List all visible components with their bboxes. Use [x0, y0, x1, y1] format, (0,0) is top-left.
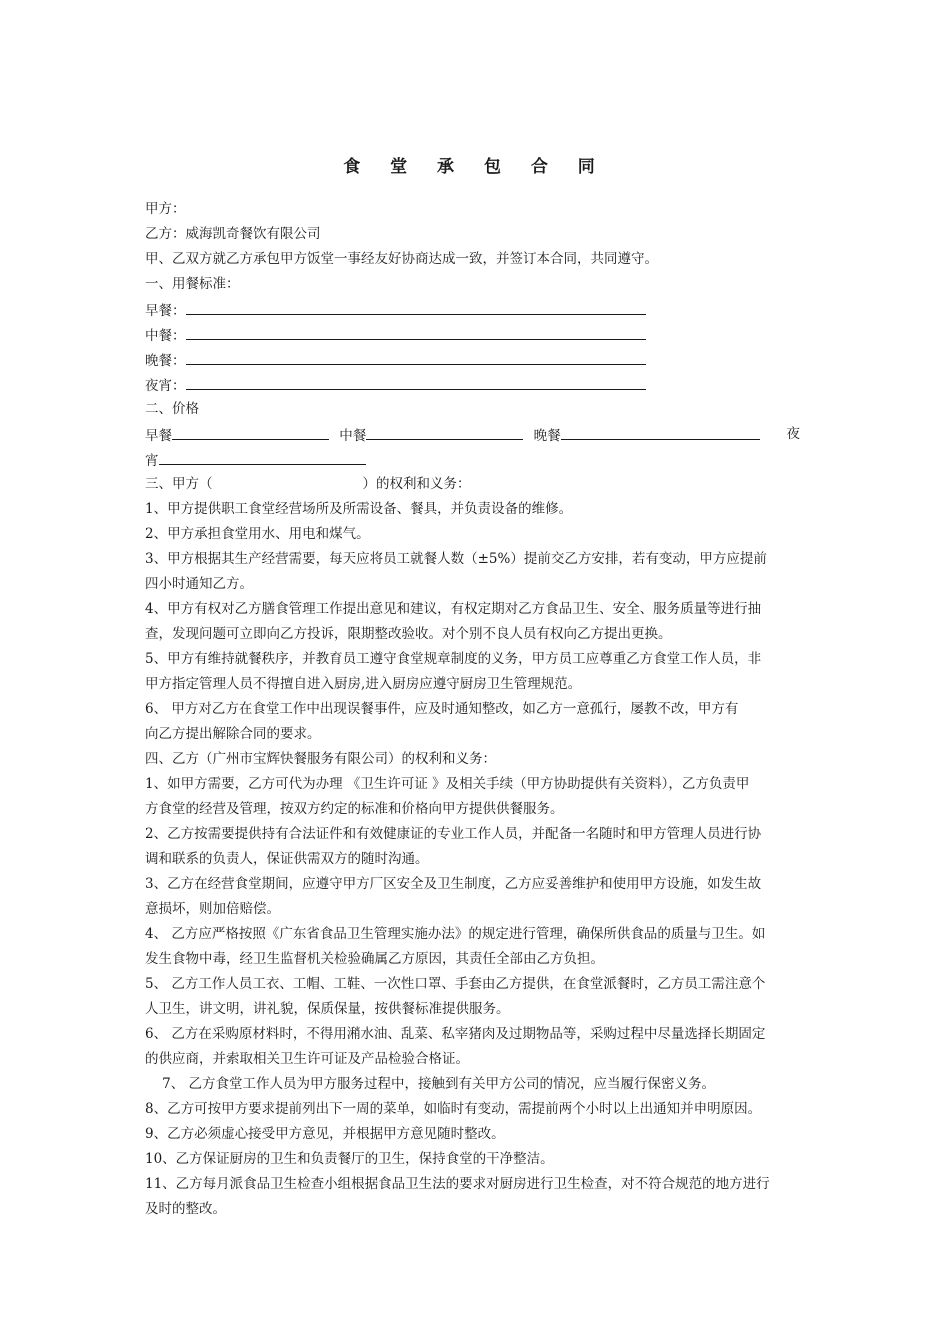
section-3-line: 6、 甲方对乙方在食堂工作中出现误餐事件，应及时通知整改，如乙方一意孤行，屡教不改，甲方有	[145, 701, 739, 717]
section-4-line: 意损坏，则加倍赔偿。	[145, 901, 280, 917]
price-supper-blank	[159, 450, 366, 465]
section-4-line: 9、乙方必须虚心接受甲方意见，并根据甲方意见随时整改。	[145, 1126, 505, 1142]
dinner-standard-field	[145, 350, 646, 370]
section-3-line: 3、甲方根据其生产经营需要，每天应将员工就餐人数（±5%）提前交乙方安排，若有变动，甲方应提前	[145, 551, 767, 567]
breakfast-label: 早餐：	[145, 303, 186, 319]
price-supper-row	[145, 450, 366, 470]
supper-label: 夜宵：	[145, 378, 186, 394]
party-b-line: 乙方：威海凯奇餐饮有限公司	[145, 226, 321, 242]
dinner-label: 晚餐：	[145, 353, 186, 369]
document-title: 食 堂 承 包 合 同	[343, 157, 607, 177]
section-2-heading: 二、价格	[145, 401, 199, 417]
section-4-line: 2、乙方按需要提供持有合法证件和有效健康证的专业工作人员，并配备一名随时和甲方管理人员进行协	[145, 826, 762, 842]
section-4-line: 4、 乙方应严格按照《广东省食品卫生管理实施办法》的规定进行管理，确保所供食品的质量与卫生。如	[145, 926, 766, 942]
price-breakfast-label: 早餐	[145, 428, 172, 444]
section-3-line: 2、甲方承担食堂用水、用电和煤气。	[145, 526, 370, 542]
section-4-line: 方食堂的经营及管理，按双方约定的标准和价格向甲方提供供餐服务。	[145, 801, 564, 817]
party-a-line: 甲方：	[145, 201, 186, 217]
section-4-line: 的供应商，并索取相关卫生许可证及产品检验合格证。	[145, 1051, 469, 1067]
supper-blank	[186, 375, 646, 390]
section-4-line: 6、 乙方在采购原材料时，不得用潲水油、乱菜、私宰猪肉及过期物品等，采购过程中尽量选择长期固定	[145, 1026, 766, 1042]
supper-standard-field	[145, 375, 646, 395]
section-4-line: 5、 乙方工作人员工衣、工帽、工鞋、一次性口罩、手套由乙方提供，在食堂派餐时，乙方员工需注意个	[145, 976, 766, 992]
section-3-line: 向乙方提出解除合同的要求。	[145, 726, 321, 742]
section-1-heading: 一、用餐标准：	[145, 276, 240, 292]
price-breakfast-blank	[172, 425, 329, 440]
section-4-line: 发生食物中毒，经卫生监督机关检验确属乙方原因，其责任全部由乙方负担。	[145, 951, 604, 967]
section-3-heading-left: 三、甲方（	[145, 476, 213, 492]
section-3-heading-right: ）的权利和义务：	[362, 476, 471, 492]
lunch-blank	[186, 325, 646, 340]
section-4-line: 人卫生，讲文明，讲礼貌，保质保量，按供餐标准提供服务。	[145, 1001, 510, 1017]
section-4-line: 7、 乙方食堂工作人员为甲方服务过程中，接触到有关甲方公司的情况，应当履行保密义务。	[145, 1076, 716, 1092]
section-3-heading	[145, 475, 471, 493]
section-4-line: 11、乙方每月派食品卫生检查小组根据食品卫生法的要求对厨房进行卫生检查，对不符合规范的地方进行	[145, 1176, 770, 1192]
section-3-line: 5、甲方有维持就餐秩序，并教育员工遵守食堂规章制度的义务，甲方员工应尊重乙方食堂工作人员，非	[145, 651, 762, 667]
section-3-line: 1、甲方提供职工食堂经营场所及所需设备、餐具，并负责设备的维修。	[145, 501, 573, 517]
breakfast-standard-field	[145, 300, 646, 320]
breakfast-blank	[186, 300, 646, 315]
price-dinner-blank	[561, 425, 760, 440]
price-row	[145, 425, 800, 445]
section-3-line: 查，发现问题可立即向乙方投诉，限期整改验收。对个别不良人员有权向乙方提出更换。	[145, 626, 672, 642]
intro-paragraph: 甲、乙双方就乙方承包甲方饭堂一事经友好协商达成一致，并签订本合同，共同遵守。	[145, 251, 658, 267]
section-4-heading: 四、乙方（广州市宝辉快餐服务有限公司）的权利和义务：	[145, 751, 496, 767]
section-4-line: 10、乙方保证厨房的卫生和负责餐厅的卫生，保持食堂的干净整洁。	[145, 1151, 554, 1167]
lunch-standard-field	[145, 325, 646, 345]
section-3-line: 甲方指定管理人员不得擅自进入厨房,进入厨房应遵守厨房卫生管理规范。	[145, 676, 582, 692]
price-lunch-blank	[366, 425, 523, 440]
section-4-line: 8、乙方可按甲方要求提前列出下一周的菜单，如临时有变动，需提前两个小时以上出通知并申明原因。	[145, 1101, 762, 1117]
price-supper-label-1: 夜	[786, 426, 800, 442]
section-4-line: 及时的整改。	[145, 1201, 226, 1217]
lunch-label: 中餐：	[145, 328, 186, 344]
section-4-line: 3、乙方在经营食堂期间，应遵守甲方厂区安全及卫生制度，乙方应妥善维护和使用甲方设施，如发生故	[145, 876, 762, 892]
price-lunch-label: 中餐	[339, 428, 367, 444]
section-3-line: 四小时通知乙方。	[145, 576, 253, 592]
price-supper-label-2: 宵	[145, 453, 159, 469]
section-3-line: 4、甲方有权对乙方膳食管理工作提出意见和建议，有权定期对乙方食品卫生、安全、服务质量等进行抽	[145, 601, 762, 617]
price-dinner-label: 晚餐	[533, 428, 561, 444]
dinner-blank	[186, 350, 646, 365]
section-4-line: 1、如甲方需要，乙方可代为办理 《卫生许可证 》及相关手续（甲方协助提供有关资料），乙方负责甲	[145, 776, 750, 792]
section-4-line: 调和联系的负责人，保证供需双方的随时沟通。	[145, 851, 429, 867]
